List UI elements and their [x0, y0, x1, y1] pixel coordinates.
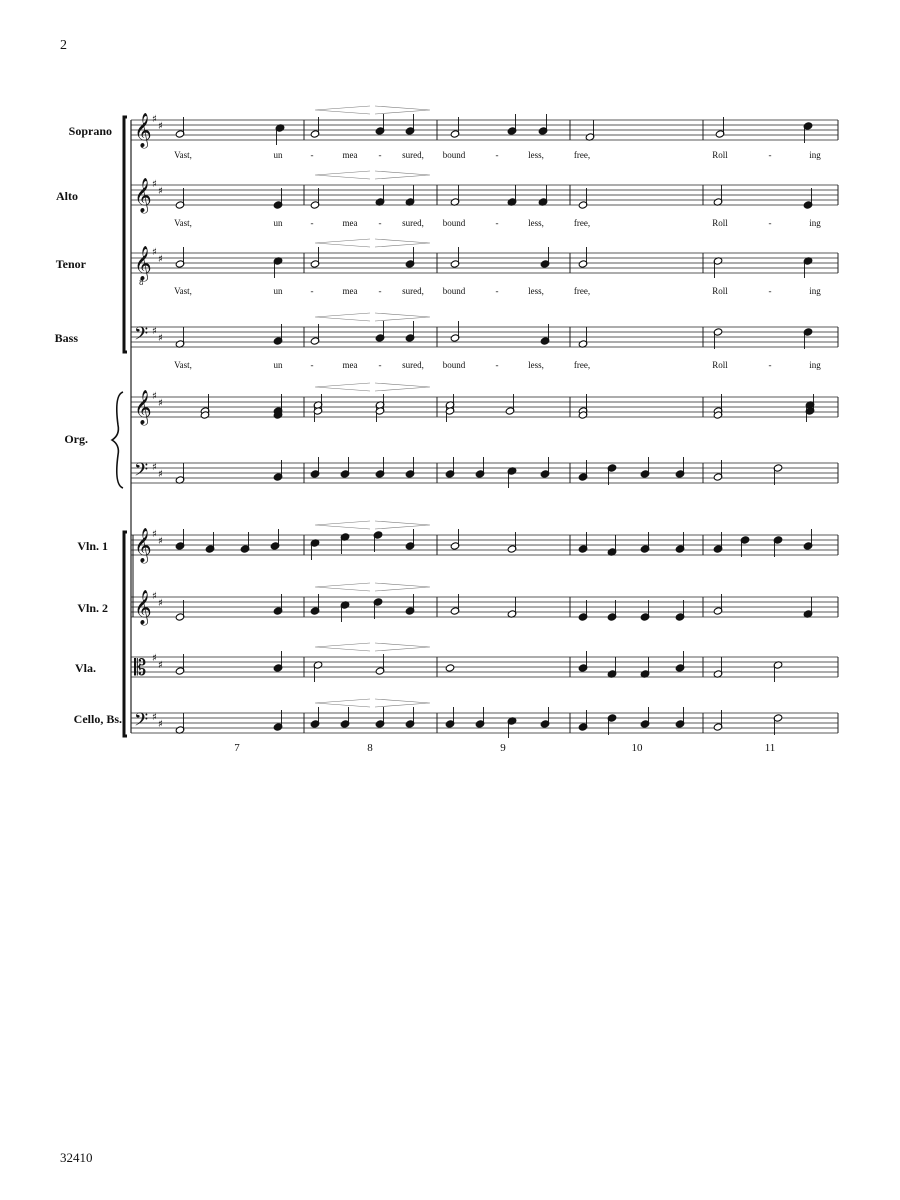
key-sharp: ♯: [152, 591, 157, 602]
lyric-syllable-tenor: bound: [442, 286, 466, 296]
clef-octave-mark: 8: [139, 279, 144, 287]
hairpin-crescendo: [315, 521, 370, 529]
lyric-syllable-tenor: -: [310, 286, 314, 296]
lyric-syllable-bass: ing: [809, 360, 821, 370]
lyric-syllable-bass: Roll: [712, 360, 728, 370]
lyric-syllable-soprano: -: [310, 150, 314, 160]
hairpin-crescendo: [315, 699, 370, 707]
lyric-syllable-alto: bound: [442, 218, 466, 228]
lyric-syllable-alto: ing: [809, 218, 821, 228]
instrument-label-soprano: Soprano: [68, 124, 112, 138]
lyric-syllable-tenor: Vast,: [174, 286, 192, 296]
key-sharp: ♯: [152, 114, 157, 125]
key-sharp: ♯: [152, 462, 157, 473]
organ-brace: [112, 392, 123, 488]
lyric-syllable-tenor: free,: [573, 286, 591, 296]
key-sharp: ♯: [152, 653, 157, 664]
clef-bass: 𝄢: [134, 324, 149, 349]
hairpin-crescendo: [315, 583, 370, 591]
measure-number: 9: [500, 742, 506, 754]
key-sharp: ♯: [158, 333, 163, 344]
clef-organ-lh: 𝄢: [134, 460, 149, 485]
hairpin-crescendo: [315, 106, 370, 114]
hairpin-decrescendo: [375, 521, 430, 529]
key-sharp: ♯: [158, 186, 163, 197]
measure-number: 7: [234, 742, 240, 754]
instrument-label-cello-bass: Cello, Bs.: [73, 712, 122, 726]
lyric-syllable-soprano: un: [273, 150, 283, 160]
lyric-syllable-bass: -: [495, 360, 499, 370]
lyric-syllable-tenor: -: [768, 286, 772, 296]
lyric-syllable-soprano: Roll: [712, 150, 728, 160]
lyric-syllable-alto: free,: [573, 218, 591, 228]
hairpin-decrescendo: [375, 171, 430, 179]
clef-violin2: 𝄞: [134, 590, 152, 625]
lyric-syllable-alto: Roll: [712, 218, 728, 228]
instrument-label-violin2: Vln. 2: [77, 601, 108, 615]
key-sharp: ♯: [158, 398, 163, 409]
hairpin-crescendo: [315, 643, 370, 651]
key-sharp: ♯: [152, 529, 157, 540]
hairpin-decrescendo: [375, 643, 430, 651]
lyric-syllable-soprano: free,: [573, 150, 591, 160]
measure-number: 11: [764, 742, 776, 754]
lyric-syllable-bass: mea: [342, 360, 358, 370]
lyric-syllable-alto: sured,: [402, 218, 424, 228]
lyric-syllable-soprano: mea: [342, 150, 358, 160]
lyric-syllable-alto: Vast,: [174, 218, 192, 228]
clef-cello-bass: 𝄢: [134, 710, 149, 735]
key-sharp: ♯: [152, 247, 157, 258]
lyric-syllable-soprano: sured,: [402, 150, 424, 160]
lyric-syllable-soprano: Vast,: [174, 150, 192, 160]
lyric-syllable-alto: un: [273, 218, 283, 228]
key-sharp: ♯: [158, 719, 163, 730]
lyric-syllable-alto: -: [378, 218, 382, 228]
lyric-syllable-soprano: -: [378, 150, 382, 160]
lyric-syllable-tenor: -: [378, 286, 382, 296]
page-number: 2: [60, 38, 67, 53]
key-sharp: ♯: [152, 326, 157, 337]
lyric-syllable-soprano: ing: [809, 150, 821, 160]
lyric-syllable-bass: sured,: [402, 360, 424, 370]
key-sharp: ♯: [152, 712, 157, 723]
lyric-syllable-tenor: mea: [342, 286, 358, 296]
strings-bracket: [124, 532, 127, 736]
hairpin-crescendo: [315, 239, 370, 247]
key-sharp: ♯: [158, 254, 163, 265]
lyric-syllable-soprano: -: [768, 150, 772, 160]
instrument-label-violin1: Vln. 1: [77, 539, 108, 553]
key-sharp: ♯: [158, 536, 163, 547]
lyric-syllable-soprano: -: [495, 150, 499, 160]
instrument-label-organ: Org.: [64, 432, 88, 446]
lyric-syllable-soprano: less,: [528, 150, 544, 160]
lyric-syllable-alto: -: [495, 218, 499, 228]
lyric-syllable-bass: -: [310, 360, 314, 370]
lyric-syllable-tenor: sured,: [402, 286, 424, 296]
lyric-syllable-alto: less,: [528, 218, 544, 228]
hairpin-decrescendo: [375, 383, 430, 391]
clef-alto: 𝄞: [134, 178, 152, 213]
hairpin-decrescendo: [375, 313, 430, 321]
hairpin-crescendo: [315, 313, 370, 321]
lyric-syllable-alto: -: [768, 218, 772, 228]
key-sharp: ♯: [158, 469, 163, 480]
lyric-syllable-tenor: -: [495, 286, 499, 296]
key-sharp: ♯: [152, 391, 157, 402]
lyric-syllable-tenor: less,: [528, 286, 544, 296]
lyric-syllable-tenor: un: [273, 286, 283, 296]
measure-number: 10: [631, 742, 643, 754]
hairpin-decrescendo: [375, 106, 430, 114]
lyric-syllable-alto: -: [310, 218, 314, 228]
instrument-label-tenor: Tenor: [55, 257, 86, 271]
hairpin-crescendo: [315, 383, 370, 391]
catalog-number: 32410: [60, 1150, 93, 1165]
measure-number: 8: [367, 742, 373, 754]
clef-viola: 𝄡: [134, 656, 147, 681]
key-sharp: ♯: [158, 660, 163, 671]
lyric-syllable-tenor: Roll: [712, 286, 728, 296]
instrument-label-bass: Bass: [54, 331, 78, 345]
instrument-label-viola: Vla.: [75, 661, 96, 675]
lyric-syllable-soprano: bound: [442, 150, 466, 160]
clef-soprano: 𝄞: [134, 113, 152, 148]
lyric-syllable-bass: -: [768, 360, 772, 370]
key-sharp: ♯: [158, 598, 163, 609]
hairpin-decrescendo: [375, 699, 430, 707]
hairpin-decrescendo: [375, 239, 430, 247]
lyric-syllable-bass: Vast,: [174, 360, 192, 370]
clef-tenor: 𝄞: [134, 246, 152, 281]
key-sharp: ♯: [152, 179, 157, 190]
instrument-label-alto: Alto: [56, 189, 78, 203]
lyric-syllable-bass: free,: [573, 360, 591, 370]
hairpin-crescendo: [315, 171, 370, 179]
lyric-syllable-alto: mea: [342, 218, 358, 228]
lyric-syllable-bass: less,: [528, 360, 544, 370]
key-sharp: ♯: [158, 121, 163, 132]
lyric-syllable-bass: -: [378, 360, 382, 370]
clef-organ-rh: 𝄞: [134, 390, 152, 425]
lyric-syllable-bass: bound: [442, 360, 466, 370]
hairpin-decrescendo: [375, 583, 430, 591]
lyric-syllable-tenor: ing: [809, 286, 821, 296]
notehead: [445, 664, 455, 672]
choir-bracket: [124, 117, 127, 352]
lyric-syllable-bass: un: [273, 360, 283, 370]
clef-violin1: 𝄞: [134, 528, 152, 563]
